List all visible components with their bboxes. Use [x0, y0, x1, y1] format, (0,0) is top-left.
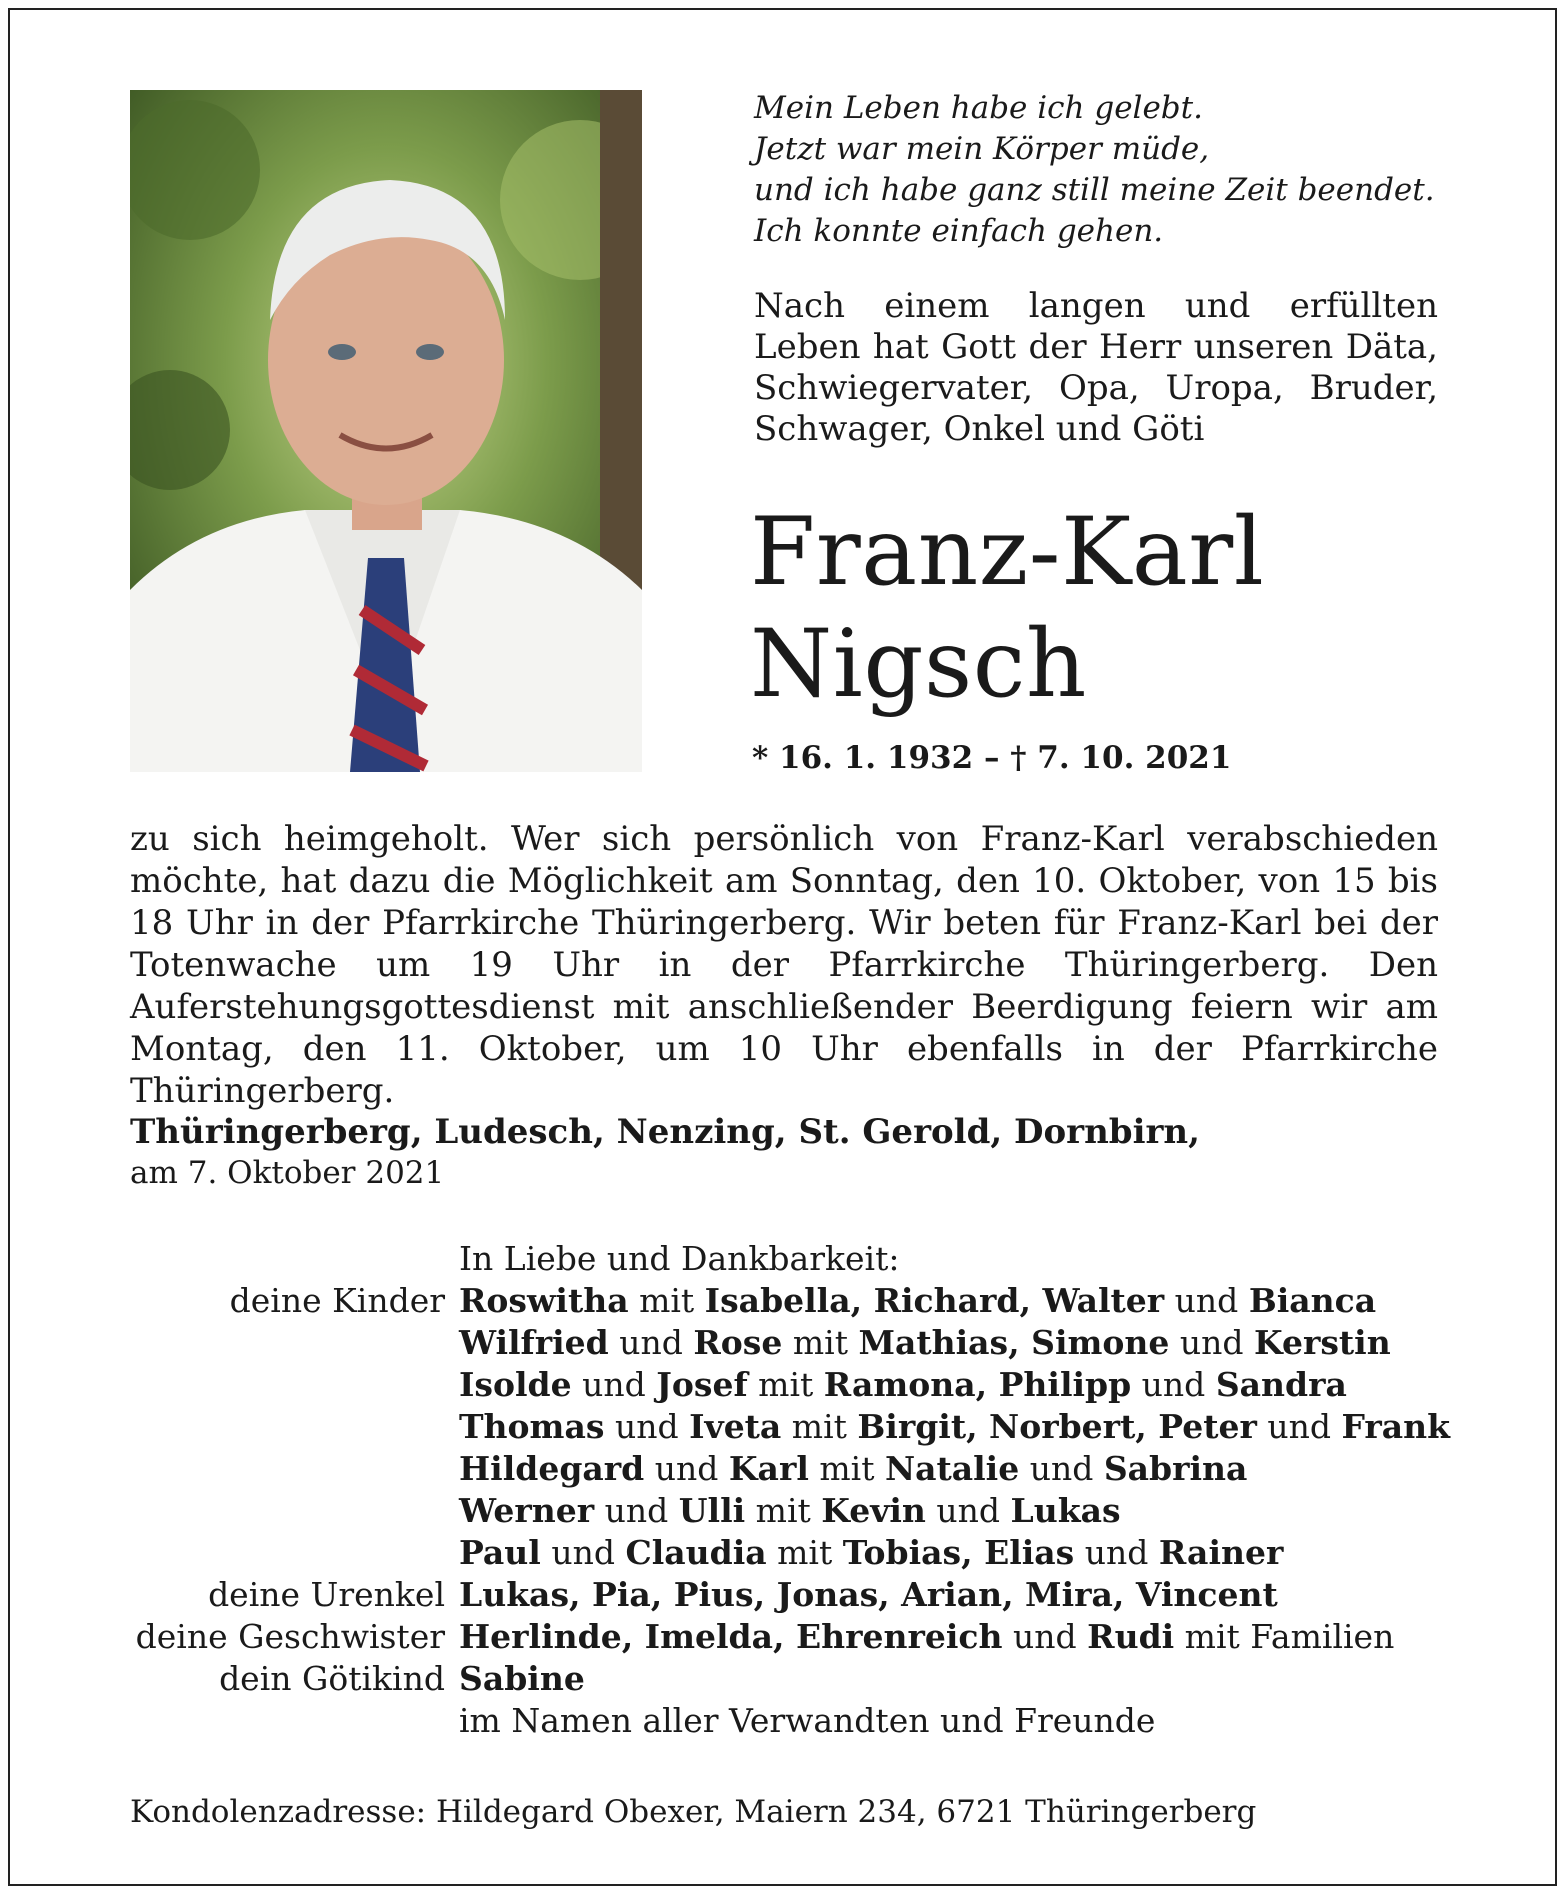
relatives-names [459, 1616, 1394, 1658]
relative-name: Lukas, Pia, Pius, Jonas, Arian, Mira, Vincent [459, 1575, 1278, 1614]
relative-name: Lukas [1010, 1491, 1121, 1530]
relative-name: Werner [459, 1491, 595, 1530]
relation-label: deine Kinder [229, 1281, 445, 1320]
life-dates [752, 740, 1231, 776]
relatives-names [459, 1364, 1347, 1406]
connector-text: und [1169, 1323, 1255, 1362]
relative-name: Thomas [459, 1407, 605, 1446]
relative-name: Rudi [1087, 1617, 1175, 1656]
family-row [100, 1448, 1500, 1490]
relative-name: Paul [459, 1533, 541, 1572]
relative-name: Sandra [1215, 1365, 1347, 1404]
connector-text: mit [628, 1281, 705, 1320]
family-rows [100, 1280, 1500, 1700]
relatives-names [459, 1532, 1283, 1574]
relation-label: deine Geschwister [135, 1617, 445, 1656]
relative-name: Iveta [689, 1407, 782, 1446]
place-date: am 7. Oktober 2021 [130, 1155, 445, 1191]
family-list [100, 1238, 1500, 1742]
connector-text: und [1019, 1449, 1104, 1488]
poem-line: und ich habe ganz still meine Zeit beendet. [754, 172, 1435, 208]
birth-date: * 16. 1. 1932 [752, 740, 974, 776]
family-closing: im Namen aller Verwandten und Freunde [459, 1701, 1156, 1740]
relative-name: Bianca [1248, 1281, 1377, 1320]
poem-line: Ich konnte einfach gehen. [754, 213, 1164, 249]
connector-text: mit [766, 1533, 843, 1572]
relatives-names [459, 1574, 1278, 1616]
connector-text: und [1256, 1407, 1342, 1446]
first-name: Franz-Karl [750, 498, 1265, 607]
relative-name: Sabine [459, 1659, 585, 1698]
date-separator: – [973, 740, 1011, 776]
relative-name: Isolde [459, 1365, 572, 1404]
family-heading-row [100, 1238, 1500, 1280]
last-name: Nigsch [750, 610, 1087, 719]
connector-text: mit [747, 1365, 824, 1404]
relation-label: deine Urenkel [208, 1575, 445, 1614]
relative-name: Kevin [821, 1491, 926, 1530]
family-heading: In Liebe und Dankbarkeit: [459, 1239, 900, 1278]
deceased-name [750, 497, 1450, 721]
family-row [100, 1322, 1500, 1364]
connector-text: mit Familien [1174, 1617, 1395, 1656]
family-row [100, 1532, 1500, 1574]
funeral-details: zu sich heimgeholt. Wer sich persönlich von Franz-Karl verabschieden möchte, hat dazu die Möglichkeit am Sonntag, den 10. Oktober, von 15 bis 18 Uhr in der Pfarrkirche Thüringerberg. Wir beten für Franz-Karl bei der Totenwache um 19 Uhr in der Pfarrkirche Thüringerberg. Den Auferstehungsgottesdienst mit anschließender Beerdigung feiern wir am Montag, den 11. Oktober, um 10 Uhr ebenfalls in der Pfarrkirche Thüringerberg. [130, 819, 1438, 1111]
intro-paragraph: Nach einem langen und erfüllten Leben hat Gott der Herr unseren Däta, Schwiegervater, Opa, Uropa, Bruder, Schwager, Onkel und Göti [754, 286, 1438, 449]
family-row [100, 1364, 1500, 1406]
family-row [100, 1406, 1500, 1448]
condolence-address: Kondolenzadresse: Hildegard Obexer, Maiern 234, 6721 Thüringerberg [130, 1794, 1257, 1830]
portrait-photo [130, 90, 642, 772]
places-line: Thüringerberg, Ludesch, Nenzing, St. Gerold, Dornbirn, [130, 1112, 1200, 1152]
connector-text: und [608, 1323, 694, 1362]
relative-name: Herlinde, Imelda, Ehrenreich [459, 1617, 1003, 1656]
relative-name: Ramona, Philipp [823, 1365, 1132, 1404]
relative-name: Claudia [625, 1533, 767, 1572]
family-row [100, 1574, 1500, 1616]
family-closing-row [100, 1700, 1500, 1742]
relative-name: Karl [728, 1449, 809, 1488]
connector-text: und [644, 1449, 729, 1488]
connector-text: mit [808, 1449, 885, 1488]
relatives-names [459, 1322, 1391, 1364]
death-date: † 7. 10. 2021 [1010, 740, 1232, 776]
relative-name: Frank [1341, 1407, 1450, 1446]
poem-line: Jetzt war mein Körper müde, [754, 131, 1210, 167]
portrait-illustration [130, 90, 642, 772]
family-row [100, 1280, 1500, 1322]
relative-name: Roswitha [459, 1281, 629, 1320]
connector-text: und [1164, 1281, 1249, 1320]
connector-text: mit [781, 1407, 858, 1446]
connector-text: und [1131, 1365, 1216, 1404]
relative-name: Natalie [884, 1449, 1020, 1488]
relatives-names [459, 1406, 1450, 1448]
relative-name: Rainer [1158, 1533, 1284, 1572]
poem-line: Mein Leben habe ich gelebt. [754, 90, 1203, 126]
relation-label: dein Götikind [219, 1659, 445, 1698]
relatives-names [459, 1448, 1247, 1490]
connector-text: mit [782, 1323, 859, 1362]
connector-text: und [571, 1365, 657, 1404]
connector-text: und [594, 1491, 679, 1530]
relative-name: Rose [693, 1323, 783, 1362]
relative-name: Wilfried [459, 1323, 609, 1362]
connector-text: und [540, 1533, 626, 1572]
relative-name: Birgit, Norbert, Peter [857, 1407, 1257, 1446]
poem [754, 88, 1454, 252]
connector-text: und [1074, 1533, 1159, 1572]
relative-name: Isabella, Richard, Walter [704, 1281, 1165, 1320]
relative-name: Ulli [678, 1491, 746, 1530]
relative-name: Kerstin [1254, 1323, 1391, 1362]
relative-name: Sabrina [1103, 1449, 1248, 1488]
relatives-names [459, 1490, 1121, 1532]
connector-text: und [1002, 1617, 1088, 1656]
family-row [100, 1658, 1500, 1700]
relatives-names [459, 1280, 1376, 1322]
relative-name: Josef [656, 1365, 748, 1404]
family-row [100, 1616, 1500, 1658]
connector-text: mit [745, 1491, 822, 1530]
relative-name: Tobias, Elias [842, 1533, 1075, 1572]
family-row [100, 1490, 1500, 1532]
connector-text: und [925, 1491, 1011, 1530]
relative-name: Hildegard [459, 1449, 645, 1488]
connector-text: und [604, 1407, 690, 1446]
relative-name: Mathias, Simone [858, 1323, 1170, 1362]
relatives-names [459, 1658, 585, 1700]
